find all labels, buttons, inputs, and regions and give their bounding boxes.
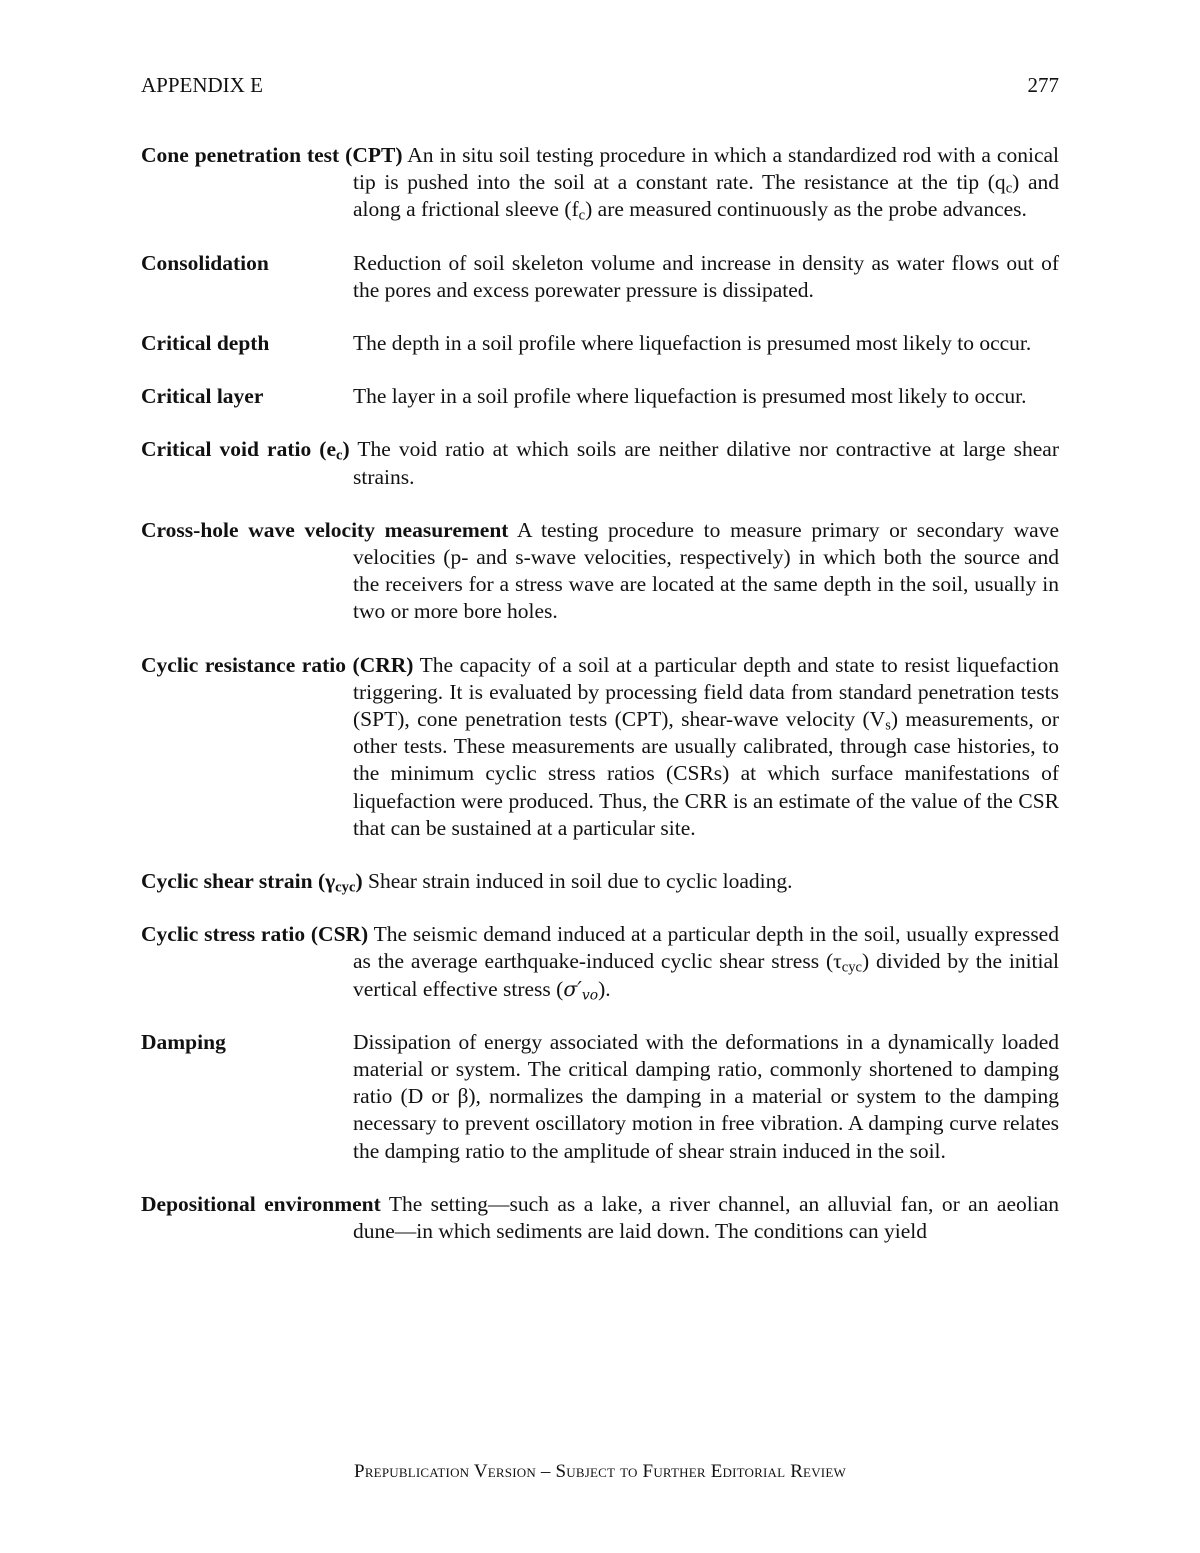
glossary-term: Damping: [141, 1029, 226, 1054]
glossary-definition: The seismic demand induced at a particular depth in the soil, usually expressed as the average earthquake-induced cyclic shear stress $(\tau_{cyc})$ divided by the initial vertical effective stress $(\sigma'_{vo})$.: [353, 922, 1060, 1004]
glossary-term: Critical depth: [141, 331, 270, 356]
glossary-definition: The void ratio at which soils are neither dilative nor contractive at large shear strains.: [353, 437, 1059, 489]
glossary-entry-damping: [141, 1029, 1059, 1165]
glossary-entry-critical-layer: [141, 383, 1059, 410]
appendix-label: APPENDIX E: [141, 73, 263, 97]
glossary-definition: The layer in a soil profile where liquefaction is presumed most likely to occur.: [353, 384, 1027, 409]
glossary-term: Cyclic shear strain $(\gamma_{cyc})$: [141, 869, 363, 896]
glossary-definition: The capacity of a soil at a particular depth and state to resist liquefaction triggering. It is evaluated by processing field data from standard penetration tests (SPT), cone penetration tests (CPT), shear-wave velocity $(V_s)$ measurements, or other tests. These measurements are usually calibrated, through case histories, to the minimum cyclic stress ratios (CSRs) at which surface manifestations of liquefaction were produced. Thus, the CRR is an estimate of the value of the CSR that can be sustained at a particular site.: [353, 652, 1059, 840]
glossary-term: Depositional environment: [141, 1191, 381, 1216]
glossary-term: Cyclic stress ratio (CSR): [141, 922, 369, 947]
glossary-term: Cross-hole wave velocity measurement: [141, 517, 509, 542]
glossary-definition: A testing procedure to measure primary or secondary wave velocities (p- and s-wave velocities, respectively) in which both the source and the receivers for a stress wave are located at the same depth in the soil, usually in two or more bore holes.: [353, 517, 1059, 624]
glossary-entry-cpt: [141, 142, 1059, 224]
glossary-definition: Dissipation of energy associated with the deformations in a dynamically loaded material or system. The critical damping ratio, commonly shortened to damping ratio (D or β), normalizes the damping in a material or system to the damping necessary to prevent oscillatory motion in free vibration. A damping curve relates the damping ratio to the amplitude of shear strain induced in the soil.: [353, 1029, 1059, 1163]
sigma-vo-symbol: $\sigma'_{vo}$: [563, 976, 599, 1004]
glossary-definition: An in situ soil testing procedure in which a standardized rod with a conical tip is pushed into the soil at a constant rate. The resistance at the tip $(q_c)$ and along a frictional sleeve $(f_c)$ are measured continuously as the probe advances.: [353, 143, 1060, 225]
glossary-entry-depositional-environment: [141, 1191, 1059, 1245]
glossary-term: Critical void ratio $(e_c)$: [141, 437, 350, 465]
glossary-term: Cone penetration test (CPT): [141, 143, 403, 167]
glossary-entry-crr: [141, 652, 1059, 842]
glossary-definition: The depth in a soil profile where liquefaction is presumed most likely to occur.: [353, 331, 1032, 356]
glossary-term: Cyclic resistance ratio (CRR): [141, 652, 414, 677]
page-footer: Prepublication Version – Subject to Further Editorial Review: [354, 1461, 846, 1482]
glossary-entry-critical-void-ratio: [141, 436, 1059, 490]
glossary-entries: [141, 142, 1059, 1245]
glossary-definition: The setting—such as a lake, a river channel, an alluvial fan, or an aeolian dune—in which sediments are laid down. The conditions can yield: [353, 1191, 1059, 1244]
glossary-entry-csr: [141, 921, 1059, 1003]
glossary-term: Consolidation: [141, 250, 269, 275]
glossary-entry-consolidation: [141, 250, 1059, 304]
glossary-term: Critical layer: [141, 384, 264, 409]
glossary-entry-cyclic-shear-strain: [141, 868, 1059, 895]
glossary-definition: Shear strain induced in soil due to cyclic loading.: [368, 869, 793, 894]
glossary-entry-cross-hole: [141, 517, 1059, 626]
page-number: 277: [1027, 73, 1059, 97]
glossary-definition: Reduction of soil skeleton volume and increase in density as water flows out of the pores and excess porewater pressure is dissipated.: [353, 250, 1059, 302]
glossary-entry-critical-depth: [141, 330, 1059, 357]
